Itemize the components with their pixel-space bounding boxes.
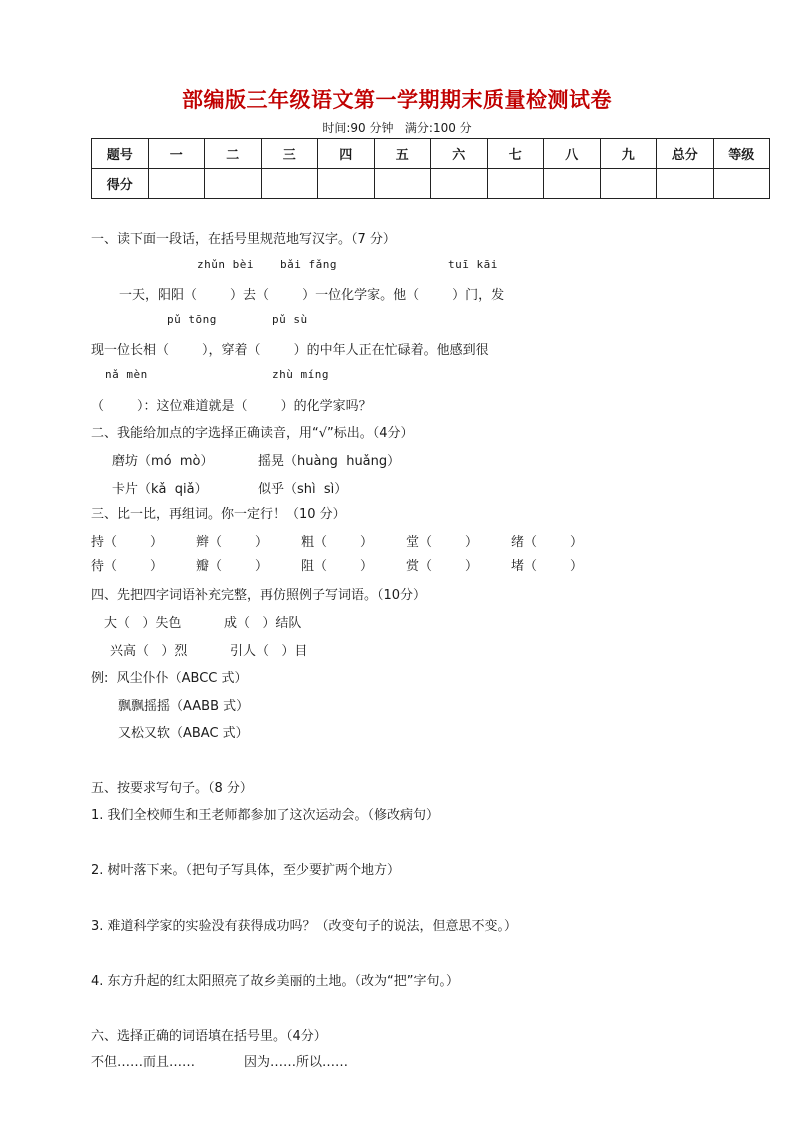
word-pair-item: 赏（ ） [406, 559, 479, 574]
reading-item-sihu: 似乎（shì sì） [258, 482, 348, 497]
pinyin-namen: nǎ mèn [105, 368, 148, 381]
idiom-item: 引人（ ）目 [230, 644, 308, 659]
score-table-score-row [92, 169, 770, 199]
score-cell[interactable] [205, 169, 262, 199]
word-pair-item: 瓣（ ） [196, 559, 269, 574]
section-1-heading: 一、读下面一段话，在括号里规范地写汉字。（7 分） [91, 232, 396, 247]
passage-line-2: 现一位长相（ ），穿着（ ）的中年人正在忙碌着。他感到很 [91, 343, 489, 358]
word-pair-item: 堵（ ） [511, 559, 584, 574]
word-pair-item: 持（ ） [91, 535, 164, 550]
score-cell[interactable] [374, 169, 431, 199]
conjunction-option: 不但……而且…… [91, 1055, 196, 1070]
pinyin-zhuming: zhù míng [272, 368, 329, 381]
score-cell[interactable] [431, 169, 488, 199]
word-pair-item: 待（ ） [91, 559, 164, 574]
pinyin-tuikai: tuī kāi [448, 258, 498, 271]
header-cell: 等级 [713, 139, 770, 169]
header-cell: 题号 [92, 139, 149, 169]
reading-item-kapian: 卡片（kǎ qiǎ） [112, 482, 208, 497]
header-cell: 四 [318, 139, 375, 169]
sentence-task-4: 4. 东方升起的红太阳照亮了故乡美丽的土地。（改为“把”字句。） [91, 974, 460, 989]
idiom-item: 大（ ）失色 [104, 616, 182, 631]
header-cell: 七 [487, 139, 544, 169]
reading-item-yaohuang: 摇晃（huàng huǎng） [258, 454, 401, 469]
pinyin-putong: pǔ tōng [167, 313, 217, 326]
word-pair-item: 绪（ ） [511, 535, 584, 550]
example-abac: 又松又软（ABAC 式） [118, 726, 249, 741]
header-cell: 八 [544, 139, 601, 169]
header-cell: 总分 [657, 139, 714, 169]
score-row-label: 得分 [92, 169, 149, 199]
header-cell: 三 [261, 139, 318, 169]
pinyin-baifang: bǎi fǎng [280, 258, 337, 271]
example-aabb: 飘飘摇摇（AABB 式） [118, 699, 250, 714]
header-cell: 一 [148, 139, 205, 169]
score-cell[interactable] [713, 169, 770, 199]
score-cell[interactable] [600, 169, 657, 199]
score-cell[interactable] [487, 169, 544, 199]
section-6-heading: 六、选择正确的词语填在括号里。（4分） [91, 1029, 327, 1044]
section-4-heading: 四、先把四字词语补充完整，再仿照例子写词语。（10分） [91, 588, 427, 603]
score-cell[interactable] [148, 169, 205, 199]
page-title: 部编版三年级语文第一学期期末质量检测试卷 [182, 87, 612, 112]
word-pair-item: 阻（ ） [301, 559, 374, 574]
header-cell: 二 [205, 139, 262, 169]
sentence-task-3: 3. 难道科学家的实验没有获得成功吗？（改变句子的说法，但意思不变。） [91, 919, 518, 934]
section-5-heading: 五、按要求写句子。（8 分） [91, 781, 253, 796]
score-table-header-row [92, 139, 770, 169]
exam-time-and-score: 时间:90 分钟 满分:100 分 [322, 121, 472, 135]
score-cell[interactable] [657, 169, 714, 199]
sentence-task-2: 2. 树叶落下来。（把句子写具体，至少要扩两个地方） [91, 863, 401, 878]
section-2-heading: 二、我能给加点的字选择正确读音，用“√”标出。（4分） [91, 426, 414, 441]
pinyin-zhunbei: zhǔn bèi [197, 258, 254, 271]
passage-line-1: 一天，阳阳（ ）去（ ）一位化学家。他（ ）门，发 [119, 288, 505, 303]
word-pair-item: 粗（ ） [301, 535, 374, 550]
passage-line-3: （ ）：这位难道就是（ ）的化学家吗？ [91, 399, 372, 414]
score-cell[interactable] [544, 169, 601, 199]
header-cell: 六 [431, 139, 488, 169]
reading-item-mofang: 磨坊（mó mò） [112, 454, 214, 469]
header-cell: 五 [374, 139, 431, 169]
score-table [91, 138, 770, 199]
pinyin-pusu: pǔ sù [272, 313, 308, 326]
section-3-heading: 三、比一比，再组词。你一定行！（10 分） [91, 507, 346, 522]
score-cell[interactable] [318, 169, 375, 199]
word-pair-item: 堂（ ） [406, 535, 479, 550]
conjunction-option: 因为……所以…… [244, 1055, 349, 1070]
idiom-item: 兴高（ ）烈 [110, 644, 188, 659]
score-cell[interactable] [261, 169, 318, 199]
word-pair-item: 辫（ ） [196, 535, 269, 550]
sentence-task-1: 1. 我们全校师生和王老师都参加了这次运动会。（修改病句） [91, 808, 440, 823]
idiom-item: 成（ ）结队 [224, 616, 302, 631]
header-cell: 九 [600, 139, 657, 169]
example-abcc: 例: 风尘仆仆（ABCC 式） [91, 671, 248, 686]
